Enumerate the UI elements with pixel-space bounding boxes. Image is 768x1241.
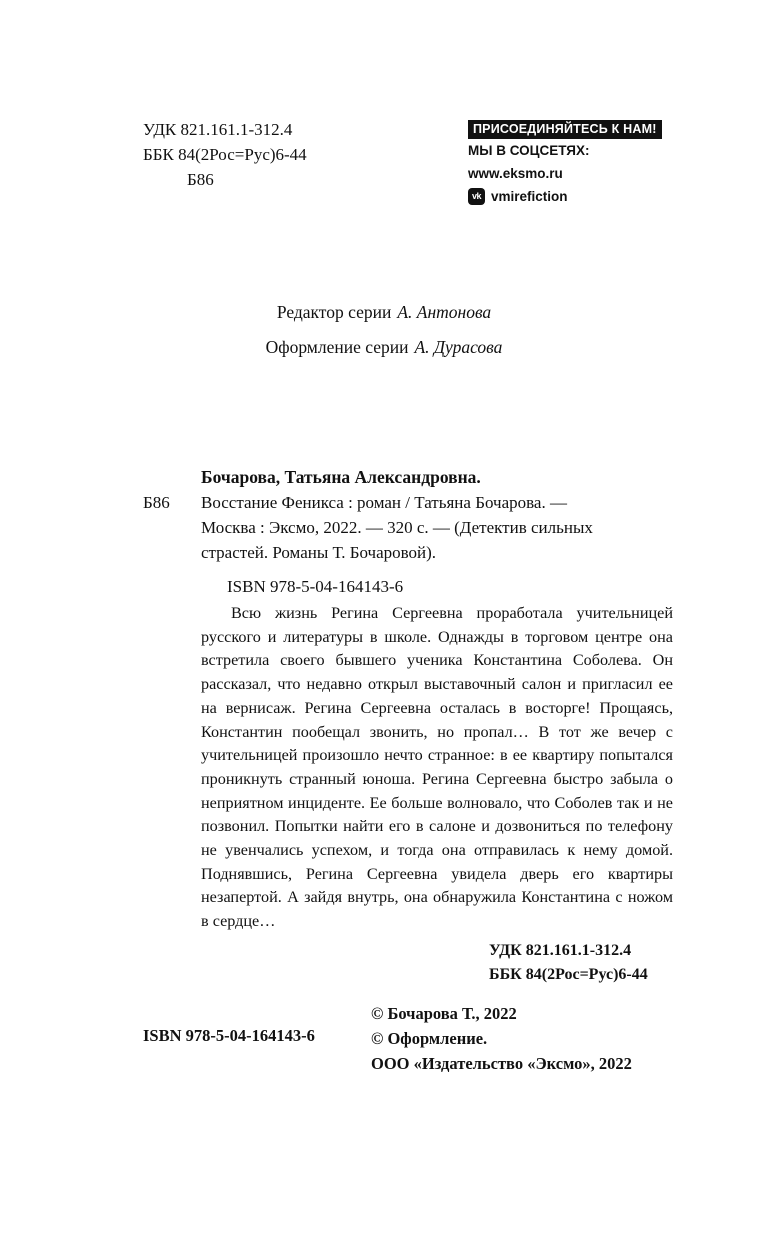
record-sign: Б86 [143,493,170,512]
record-isbn: ISBN 978-5-04-164143-6 [227,577,404,596]
design-label: Оформление серии [265,337,409,357]
vk-handle: vmirefiction [491,189,568,204]
imprint-isbn: ISBN 978-5-04-164143-6 [143,1026,315,1045]
annotation-codes [489,939,673,987]
title-row [143,490,673,515]
classification-block [143,117,307,192]
series-credits [0,295,768,365]
editor-credit [0,295,768,330]
design-name: А. Дурасова [414,337,503,357]
record-publisher-line: Москва : Эксмо, 2022. — 320 с. — (Детектив сильных [201,518,593,537]
social-block [468,120,662,208]
copyright-block [371,1001,632,1076]
copyright-publisher: ООО «Издательство «Эксмо», 2022 [371,1054,632,1073]
bbk-code: ББК 84(2Рос=Рус)6-44 [143,145,307,164]
bibliographic-record [143,465,673,599]
vk-icon: vk [468,188,485,205]
author-sign: Б86 [187,170,214,189]
annotation [201,602,673,987]
annotation-text: Всю жизнь Регина Сергеевна проработала учительницей русского и литературы в школе. Однажды в торговом центре она встретила своего бывшего ученика Константина Соболева. Он рассказал, что недавно открыл выставочный салон и пригласил ее на вернисаж. Регина Сергеевна осталась в восторге! Прощаясь, Константин пообещал звонить, но пропал… В тот же вечер с учительницей произошло нечто странное: в ее квартиру попытался проникнуть странный юноша. Регина Сергеевна быстро забыла о неприятном инциденте. Ее больше волновало, что Соболев так и не позвонил. Попытки найти его в салоне и дозвониться по телефону не увенчались успехом, и тогда она отправилась к нему домой. Поднявшись, Регина Сергеевна увидела дверь его квартиры незапертой. А зайдя внутрь, она обнаружила Константина с ножом в сердце… [201,604,673,931]
join-us-banner: ПРИСОЕДИНЯЙТЕСЬ К НАМ! [468,120,662,139]
copyright-design: © Оформление. [371,1029,488,1048]
record-title-line: Восстание Феникса : роман / Татьяна Бочарова. — [201,493,567,512]
website-link[interactable]: www.eksmo.ru [468,166,563,181]
editor-name: А. Антонова [397,302,492,322]
record-series-line: страстей. Романы Т. Бочаровой). [201,543,437,562]
copyright-author: © Бочарова Т., 2022 [371,1004,517,1023]
social-heading: МЫ В СОЦСЕТЯХ: [468,143,590,158]
annotation-bbk: ББК 84(2Рос=Рус)6-44 [489,965,648,983]
udk-code: УДК 821.161.1-312.4 [143,120,293,139]
vk-link[interactable] [468,185,662,208]
editor-label: Редактор серии [276,302,392,322]
annotation-udk: УДК 821.161.1-312.4 [489,941,632,959]
author-heading: Бочарова, Татьяна Александровна. [201,467,481,487]
design-credit [0,330,768,365]
